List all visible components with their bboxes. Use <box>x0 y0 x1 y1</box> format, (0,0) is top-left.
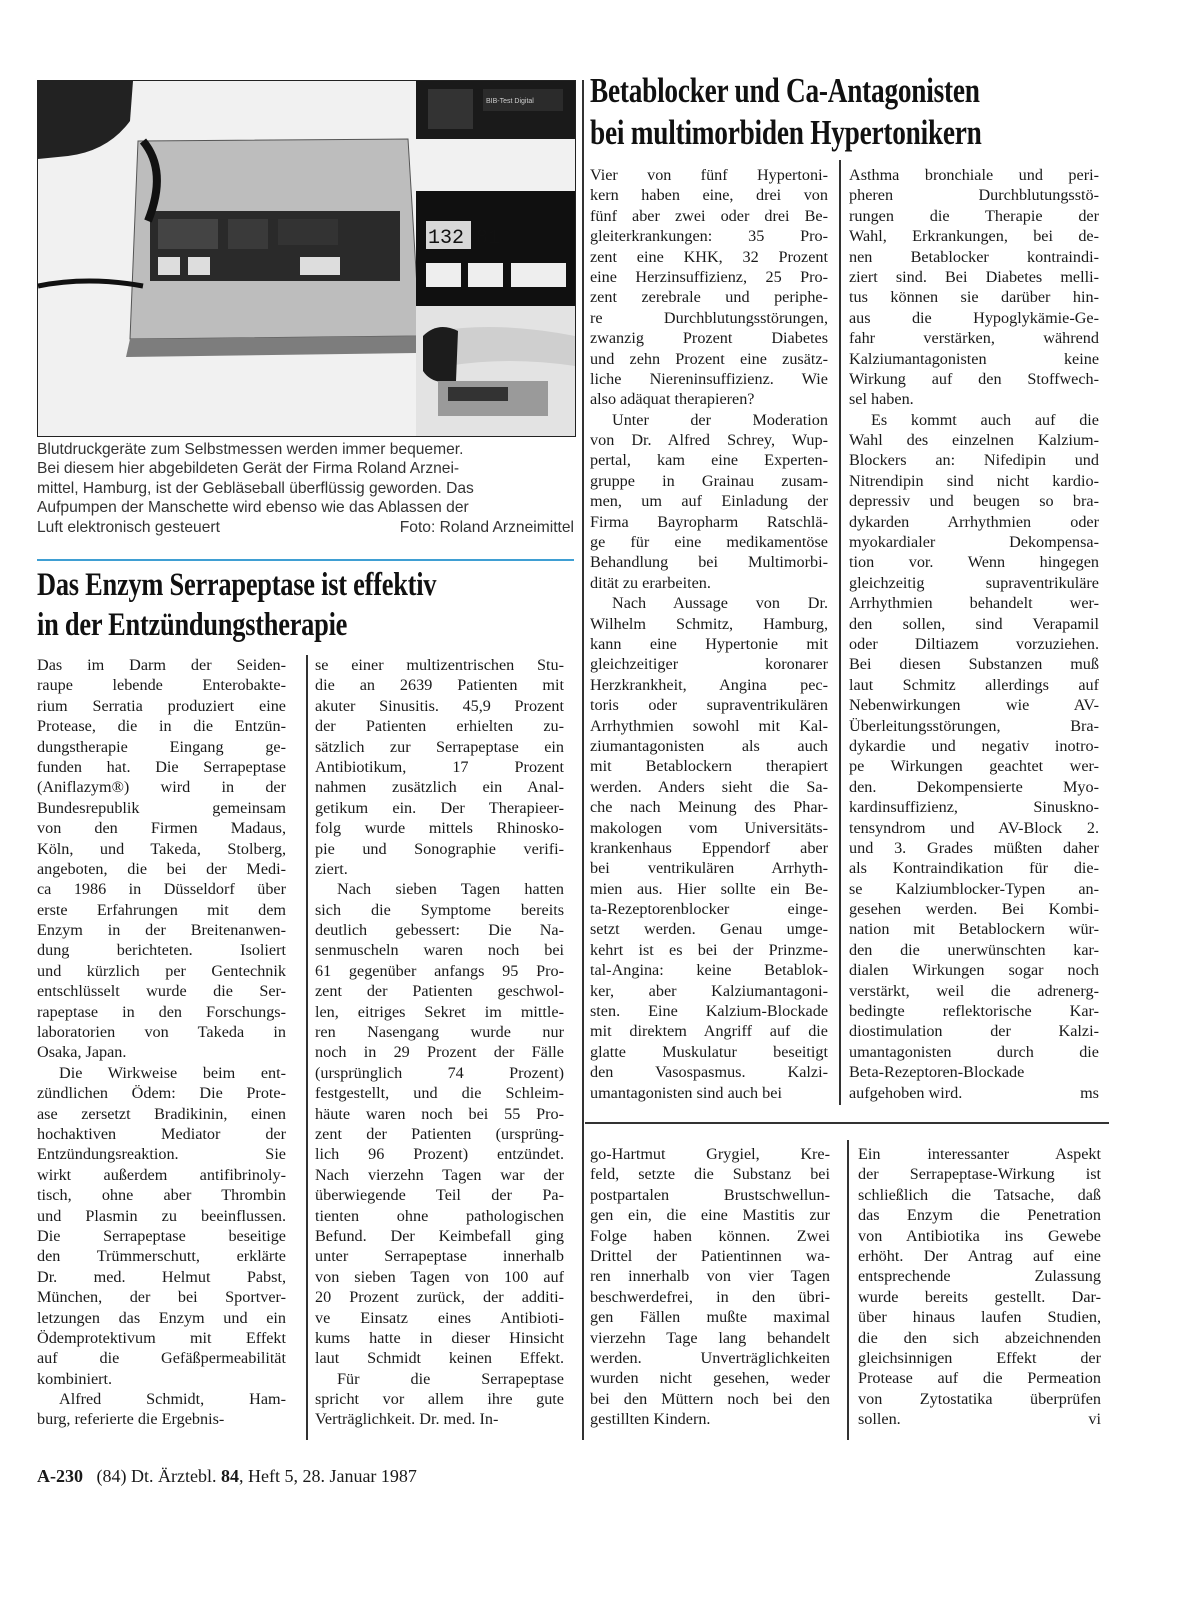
text-line: verstärkt, weil die adrenerg- <box>849 981 1099 1000</box>
text-line: Nach sieben Tagen hatten <box>337 880 564 899</box>
text-line: Arrhythmien sowohl mit Kal- <box>590 716 828 735</box>
text-line: se Kalziumblocker-Typen an- <box>849 879 1099 898</box>
text-line: Die Serrapeptase beseitige <box>37 1226 286 1245</box>
text-line: Verträglichkeit. Dr. med. In- <box>315 1410 499 1429</box>
text-line: akuter Sinusitis. 45,9 Prozent <box>315 696 564 715</box>
text-line: Es kommt auch auf die <box>871 410 1099 429</box>
text-line: Folge haben können. Zwei <box>590 1226 830 1245</box>
text-line: kums hatte in dieser Hinsicht <box>315 1328 564 1347</box>
display-readout: 132 81 <box>428 227 501 250</box>
text-line: pie und Sonographie verifi- <box>315 839 564 858</box>
issue-date: , Heft 5, 28. Januar 1987 <box>238 1466 417 1486</box>
text-line: Kalziumantagonisten keine <box>849 349 1099 368</box>
headline-line: in der Entzündungstherapie <box>37 607 348 643</box>
caption-text-end: Luft elektronisch gesteuert <box>37 518 220 536</box>
text-line: unter Serrapeptase innerhalb <box>315 1247 564 1266</box>
text-line: kardinsuffizienz, Sinuskno- <box>849 798 1099 817</box>
text-line: umantagonisten sind auch bei <box>590 1083 782 1102</box>
text-line: kann eine Hypertonie mit <box>590 634 828 653</box>
text-line: rium Serratia produziert eine <box>37 696 286 715</box>
text-line: rapeptase in den Forschungs- <box>37 1002 286 1021</box>
text-line: ziert sind. Bei Diabetes melli- <box>849 267 1099 286</box>
text-line: und Plasmin zu beeinflussen. <box>37 1206 286 1225</box>
text-line: postpartalen Brustschwellun- <box>590 1185 830 1204</box>
caption-line: Bei diesem hier abgebildeten Gerät der Firma Roland Arznei- <box>37 460 460 478</box>
text-line: mien aus. Hier sollte ein Be- <box>590 879 828 898</box>
text-line: feld, setzte die Substanz bei <box>590 1165 830 1184</box>
text-line: Befund. Der Keimbefall ging <box>315 1226 564 1245</box>
caption-line: mittel, Hamburg, ist der Gebläseball überflüssig geworden. Das <box>37 479 474 497</box>
text-line: werden. Anders sieht die Sa- <box>590 777 828 796</box>
text-line: zündlichen Ödem: Die Prote- <box>37 1084 286 1103</box>
text-line: dungstherapie Eingang ge- <box>37 737 286 756</box>
text-line: pheren Durchblutungsstö- <box>849 186 1099 205</box>
text-line: setzt werden. Genau umge- <box>590 920 828 939</box>
text-line: beschwerdefrei, in den übri- <box>590 1287 830 1306</box>
text-line: tal-Angina: keine Betablok- <box>590 961 828 980</box>
text-line: Nach vierzehn Tagen war der <box>315 1165 564 1184</box>
volume-number: 84 <box>220 1466 239 1486</box>
text-line: mit Betablockern therapiert <box>590 757 828 776</box>
text-line: nahmen zusätzlich ein Anal- <box>315 778 564 797</box>
text-line: ker, aber Kalziumantagoni- <box>590 981 828 1000</box>
text-line: zent der Patienten (ursprüng- <box>315 1124 564 1143</box>
text-line: der Serrapeptase-Wirkung ist <box>858 1165 1101 1184</box>
text-line: gleichsinnigen Effekt der <box>858 1348 1101 1367</box>
column-serrapeptase-4 <box>858 1144 1101 1429</box>
text-line: se einer multizentrischen Stu- <box>315 656 564 674</box>
text-line: der Patienten erhielten zu- <box>315 717 564 736</box>
text-line: Blockers an: Nifedipin und <box>849 451 1099 470</box>
photo-credit: Foto: Roland Arzneimittel <box>399 518 574 536</box>
text-line: ve Einsatz eines Antibioti- <box>315 1308 564 1327</box>
caption-line: Blutdruckgeräte zum Selbstmessen werden immer bequemer. <box>37 441 464 458</box>
text-line: laboratorien von Takeda in <box>37 1023 286 1042</box>
text-line: Wahl, Erkrankungen, bei de- <box>849 227 1099 246</box>
text-line: fahr verstärken, während <box>849 329 1099 348</box>
text-line: men, um auf Einladung der <box>590 492 828 511</box>
text-line: wurden nicht gesehen, weder <box>590 1369 830 1388</box>
text-line: nen Betablocker kontraindi- <box>849 247 1099 266</box>
text-line: folg wurde mittels Rhinosko- <box>315 819 564 838</box>
text-line: bei ventrikulären Arrhyth- <box>590 859 828 878</box>
text-line: als Kontraindikation für die- <box>849 859 1099 878</box>
text-line: Antibiotikum, 17 Prozent <box>315 757 564 776</box>
text-line: len, eitriges Sekret im mittle- <box>315 1002 564 1021</box>
text-line: tisch, ohne aber Thrombin <box>37 1186 286 1205</box>
text-line: gleichzeitiger koronarer <box>590 655 828 674</box>
text-line: kern haben eine, drei von <box>590 186 828 205</box>
text-line: gleiterkrankungen: 35 Pro- <box>590 227 828 246</box>
text-line: Unter der Moderation <box>612 410 828 429</box>
text-line: entschlüsselt wurde die Ser- <box>37 982 286 1001</box>
text-line: tion vor. Wenn hingegen <box>849 553 1099 572</box>
text-line: dung berichteten. Isoliert <box>37 941 286 960</box>
text-line: letzungen das Enzym und ein <box>37 1308 286 1327</box>
text-line: zent eine KHK, 32 Prozent <box>590 247 828 266</box>
column-rule <box>306 655 308 1440</box>
text-line: Bei diesen Substanzen muß <box>849 655 1099 674</box>
text-line: pertal, kam eine Experten- <box>590 451 828 470</box>
page-footer <box>37 1466 417 1487</box>
text-line: Bundesrepublik gemeinsam <box>37 798 286 817</box>
text-line: von den Firmen Madaus, <box>37 819 286 838</box>
page-number: A-230 <box>37 1466 83 1486</box>
text-line: Herzkrankheit, Angina pec- <box>590 675 828 694</box>
text-line: lich 96 Prozent) entzündet. <box>315 1145 564 1164</box>
text-line: den. Dekompensierte Myo- <box>849 777 1099 796</box>
headline-betablocker <box>590 70 1092 154</box>
text-line: sätzlich zur Serrapeptase ein <box>315 737 564 756</box>
text-line: umantagonisten durch die <box>849 1042 1099 1061</box>
text-line: noch in 29 Prozent der Fälle <box>315 1043 564 1062</box>
text-line: sich die Symptome bereits <box>315 900 564 919</box>
text-line: ren innerhalb von vier Tagen <box>590 1267 830 1286</box>
text-line: Entzündungsreaktion. Sie <box>37 1145 286 1164</box>
text-line: ren Nasengang wurde nur <box>315 1023 564 1042</box>
text-line: die an 2639 Patienten mit <box>315 676 564 695</box>
text-line: gestillten Kindern. <box>590 1410 711 1429</box>
photo-caption <box>37 440 574 537</box>
text-line: aus die Hypoglykämie-Ge- <box>849 308 1099 327</box>
text-line: angeboten, die bei der Medi- <box>37 859 286 878</box>
text-line: München, der bei Sportver- <box>37 1288 286 1307</box>
text-line: spricht vor allem ihre gute <box>315 1390 564 1409</box>
text-line: Wahl des einzelnen Kalzium- <box>849 431 1099 450</box>
text-line: bei den Müttern noch bei den <box>590 1389 830 1408</box>
text-line-end: sollen. <box>858 1410 901 1429</box>
text-line: gen Fällen mußte maximal <box>590 1308 830 1327</box>
text-line: Überleitungsstörungen, Bra- <box>849 716 1099 735</box>
text-line: den Vasospasmus. Kalzi- <box>590 1063 828 1082</box>
text-line: schließlich die Tatsache, daß <box>858 1185 1101 1204</box>
text-line: ase zersetzt Bradikinin, einen <box>37 1104 286 1123</box>
column-rule <box>582 80 584 1440</box>
text-line: und zehn Prozent eine zusätz- <box>590 349 828 368</box>
text-line: von sieben Tagen von 100 auf <box>315 1267 564 1286</box>
text-line: Vier von fünf Hypertoni- <box>590 166 828 184</box>
text-line: erste Erfahrungen mit dem <box>37 900 286 919</box>
section-divider <box>37 559 574 561</box>
text-line: überwiegende Teil der Pa- <box>315 1186 564 1205</box>
text-line: mit direktem Angriff auf die <box>590 1022 828 1041</box>
text-line: dykardie und negativ inotro- <box>849 736 1099 755</box>
text-line: Für die Serrapeptase <box>337 1369 564 1388</box>
article-end-rule <box>585 1122 1109 1124</box>
text-line <box>858 1409 1101 1429</box>
text-line: laut Schmidt keinen Effekt. <box>315 1349 564 1368</box>
text-line: Ödemprotektivum mit Effekt <box>37 1328 286 1347</box>
text-line: von Antibiotika ins Gewebe <box>858 1226 1101 1245</box>
text-line: rungen die Therapie der <box>849 206 1099 225</box>
text-line: senmuscheln waren noch bei <box>315 941 564 960</box>
text-line: deutlich gebessert: Die Na- <box>315 921 564 940</box>
text-line: häute waren noch bei 55 Pro- <box>315 1104 564 1123</box>
text-line: Nebenwirkungen wie AV- <box>849 696 1099 715</box>
text-line: getikum ein. Der Therapieer- <box>315 798 564 817</box>
text-line: den die unerwünschten kar- <box>849 940 1099 959</box>
text-line: ge für eine medikamentöse <box>590 533 828 552</box>
text-line: zwanzig Prozent Diabetes <box>590 329 828 348</box>
text-line: kehrt ist es bei der Prinzme- <box>590 940 828 959</box>
text-line: ziumantagonisten als auch <box>590 736 828 755</box>
text-line: eine Herzinsuffizienz, 25 Pro- <box>590 267 828 286</box>
journal-reference: (84) Dt. Ärztebl. <box>96 1466 217 1486</box>
headline-line: Das Enzym Serrapeptase ist effektiv <box>37 567 437 603</box>
text-line: hochaktiven Mediator der <box>37 1124 286 1143</box>
text-line: die den sich abzeichnenden <box>858 1328 1101 1347</box>
text-line: laut Schmitz allerdings auf <box>849 675 1099 694</box>
author-signature: ms <box>1080 1083 1099 1102</box>
headline-line: bei multimorbiden Hypertonikern <box>590 113 982 152</box>
text-line: krankenhaus Eppendorf aber <box>590 838 828 857</box>
text-line: Die Wirkweise beim ent- <box>59 1063 286 1082</box>
text-line: tienten ohne pathologischen <box>315 1206 564 1225</box>
author-signature: vi <box>1088 1410 1101 1429</box>
text-line: fünf aber zwei oder drei Be- <box>590 206 828 225</box>
article-photo <box>37 80 576 437</box>
text-line: Beta-Rezeptoren-Blockade <box>849 1063 1025 1082</box>
text-line: wurde bereits gestellt. Dar- <box>858 1287 1101 1306</box>
text-line: depressiv und beugen so bra- <box>849 492 1099 511</box>
text-line: vierzehn Tage lang behandelt <box>590 1328 830 1347</box>
text-line: sel haben. <box>849 390 914 409</box>
text-line: und 3. Grades müßten daher <box>849 838 1099 857</box>
text-line: makologen vom Universitäts- <box>590 818 828 837</box>
text-line: ta-Rezeptorenblocker einge- <box>590 900 828 919</box>
text-line: 20 Prozent zurück, der additi- <box>315 1288 564 1307</box>
headline-serrapeptase <box>37 565 536 645</box>
text-line: gruppe in Grainau zusam- <box>590 471 828 490</box>
text-line: tus können sie darüber hin- <box>849 288 1099 307</box>
text-line: tensyndrom und AV-Block 2. <box>849 818 1099 837</box>
text-line: liche Niereninsuffizienz. Wie <box>590 369 828 388</box>
text-line: Asthma bronchiale und peri- <box>849 166 1099 184</box>
blood-pressure-device-illustration <box>38 81 575 436</box>
column-betablocker-1 <box>590 165 828 1103</box>
text-line: von Zytostatika überprüfen <box>858 1389 1101 1408</box>
text-line: dialen Wirkungen sogar noch <box>849 961 1099 980</box>
text-line: (Aniflazym®) wird in der <box>37 778 286 797</box>
text-line: den Trümmerschutt, erklärte <box>37 1247 286 1266</box>
headline-line: Betablocker und Ca-Antagonisten <box>590 71 980 110</box>
text-line: Nitrendipin sind nicht kardio- <box>849 471 1099 490</box>
panel-title-small: BIB-Test Digital <box>486 98 534 105</box>
text-line: Ein interessanter Aspekt <box>858 1145 1101 1163</box>
text-line: dykarden Arrhythmien oder <box>849 512 1099 531</box>
text-line: über hinaus laufen Studien, <box>858 1308 1101 1327</box>
text-line: Behandlung bei Multimorbi- <box>590 553 828 572</box>
text-line: go-Hartmut Grygiel, Kre- <box>590 1145 830 1163</box>
column-serrapeptase-3 <box>590 1144 830 1429</box>
text-line: zent der Patienten geschwol- <box>315 982 564 1001</box>
text-line: raupe lebende Enterobakte- <box>37 676 286 695</box>
text-line: also adäquat therapieren? <box>590 390 755 409</box>
text-line: Wirkung auf den Stoffwech- <box>849 369 1099 388</box>
text-line: Protease auf die Permeation <box>858 1369 1101 1388</box>
text-line: che nach Meinung des Phar- <box>590 798 828 817</box>
text-line: oder Diltiazem vorzuziehen. <box>849 634 1099 653</box>
text-line: toris oder supraventrikulären <box>590 696 828 715</box>
text-line: festgestellt, und die Schleim- <box>315 1084 564 1103</box>
text-line: ca 1986 in Düsseldorf über <box>37 880 286 899</box>
text-line: und kürzlich per Gentechnik <box>37 961 286 980</box>
text-line: re Durchblutungsstörungen, <box>590 308 828 327</box>
text-line: ziert. <box>315 859 348 878</box>
text-line: Dr. med. Helmut Pabst, <box>37 1267 286 1286</box>
text-line: gleichzeitig supraventrikuläre <box>849 573 1099 592</box>
text-line: Alfred Schmidt, Ham- <box>59 1390 286 1409</box>
text-line: gesehen werden. Bei Kombi- <box>849 900 1099 919</box>
column-serrapeptase-2 <box>315 655 564 1430</box>
text-line: Arrhythmien behandelt wer- <box>849 594 1099 613</box>
text-line: nation mit Betablockern wür- <box>849 920 1099 939</box>
text-line: kombiniert. <box>37 1369 113 1388</box>
text-line: myokardialer Dekompensa- <box>849 533 1099 552</box>
text-line: Wilhelm Schmitz, Hamburg, <box>590 614 828 633</box>
text-line: zent zerebrale und periphe- <box>590 288 828 307</box>
text-line: das Enzym die Penetration <box>858 1206 1101 1225</box>
caption-last-line <box>37 518 574 537</box>
text-line: Nach Aussage von Dr. <box>612 594 828 613</box>
text-line: burg, referierte die Ergebnis- <box>37 1410 225 1429</box>
column-rule <box>839 160 841 1105</box>
text-line: wirkt außerdem antifibrinoly- <box>37 1165 286 1184</box>
text-line: Osaka, Japan. <box>37 1043 127 1062</box>
text-line: Protease, die in die Entzün- <box>37 717 286 736</box>
text-line: bedingte reflektorische Kar- <box>849 1002 1099 1021</box>
text-line: von Dr. Alfred Schrey, Wup- <box>590 431 828 450</box>
text-line: sten. Eine Kalzium-Blockade <box>590 1002 828 1021</box>
column-rule <box>847 1140 849 1440</box>
column-serrapeptase-1 <box>37 655 286 1430</box>
caption-line: Aufpumpen der Manschette wird ebenso wie das Ablassen der <box>37 499 469 517</box>
column-betablocker-2 <box>849 165 1099 1103</box>
text-line-end: aufgehoben wird. <box>849 1083 963 1102</box>
text-line: entsprechende Zulassung <box>858 1267 1101 1286</box>
text-line: glatte Muskulatur beseitigt <box>590 1042 828 1061</box>
text-line: erhöht. Der Antrag auf eine <box>858 1246 1101 1265</box>
text-line: werden. Unverträglichkeiten <box>590 1348 830 1367</box>
text-line <box>849 1083 1099 1103</box>
text-line: Firma Bayropharm Ratschlä- <box>590 512 828 531</box>
text-line: auf die Gefäßpermeabilität <box>37 1349 286 1368</box>
text-line: dität zu erarbeiten. <box>590 573 711 592</box>
text-line: Das im Darm der Seiden- <box>37 656 286 674</box>
text-line: Drittel der Patientinnen wa- <box>590 1246 830 1265</box>
text-line: Enzym in der Breitenanwen- <box>37 921 286 940</box>
text-line: (ursprünglich 74 Prozent) <box>315 1063 564 1082</box>
text-line: Köln, und Takeda, Stolberg, <box>37 839 286 858</box>
text-line: pe Wirkungen geachtet wer- <box>849 757 1099 776</box>
text-line: gen ein, die eine Mastitis zur <box>590 1206 830 1225</box>
text-line: 61 gegenüber anfangs 95 Pro- <box>315 961 564 980</box>
text-line: funden hat. Die Serrapeptase <box>37 757 286 776</box>
text-line: diostimulation der Kalzi- <box>849 1022 1099 1041</box>
text-line: den sollen, sind Verapamil <box>849 614 1099 633</box>
